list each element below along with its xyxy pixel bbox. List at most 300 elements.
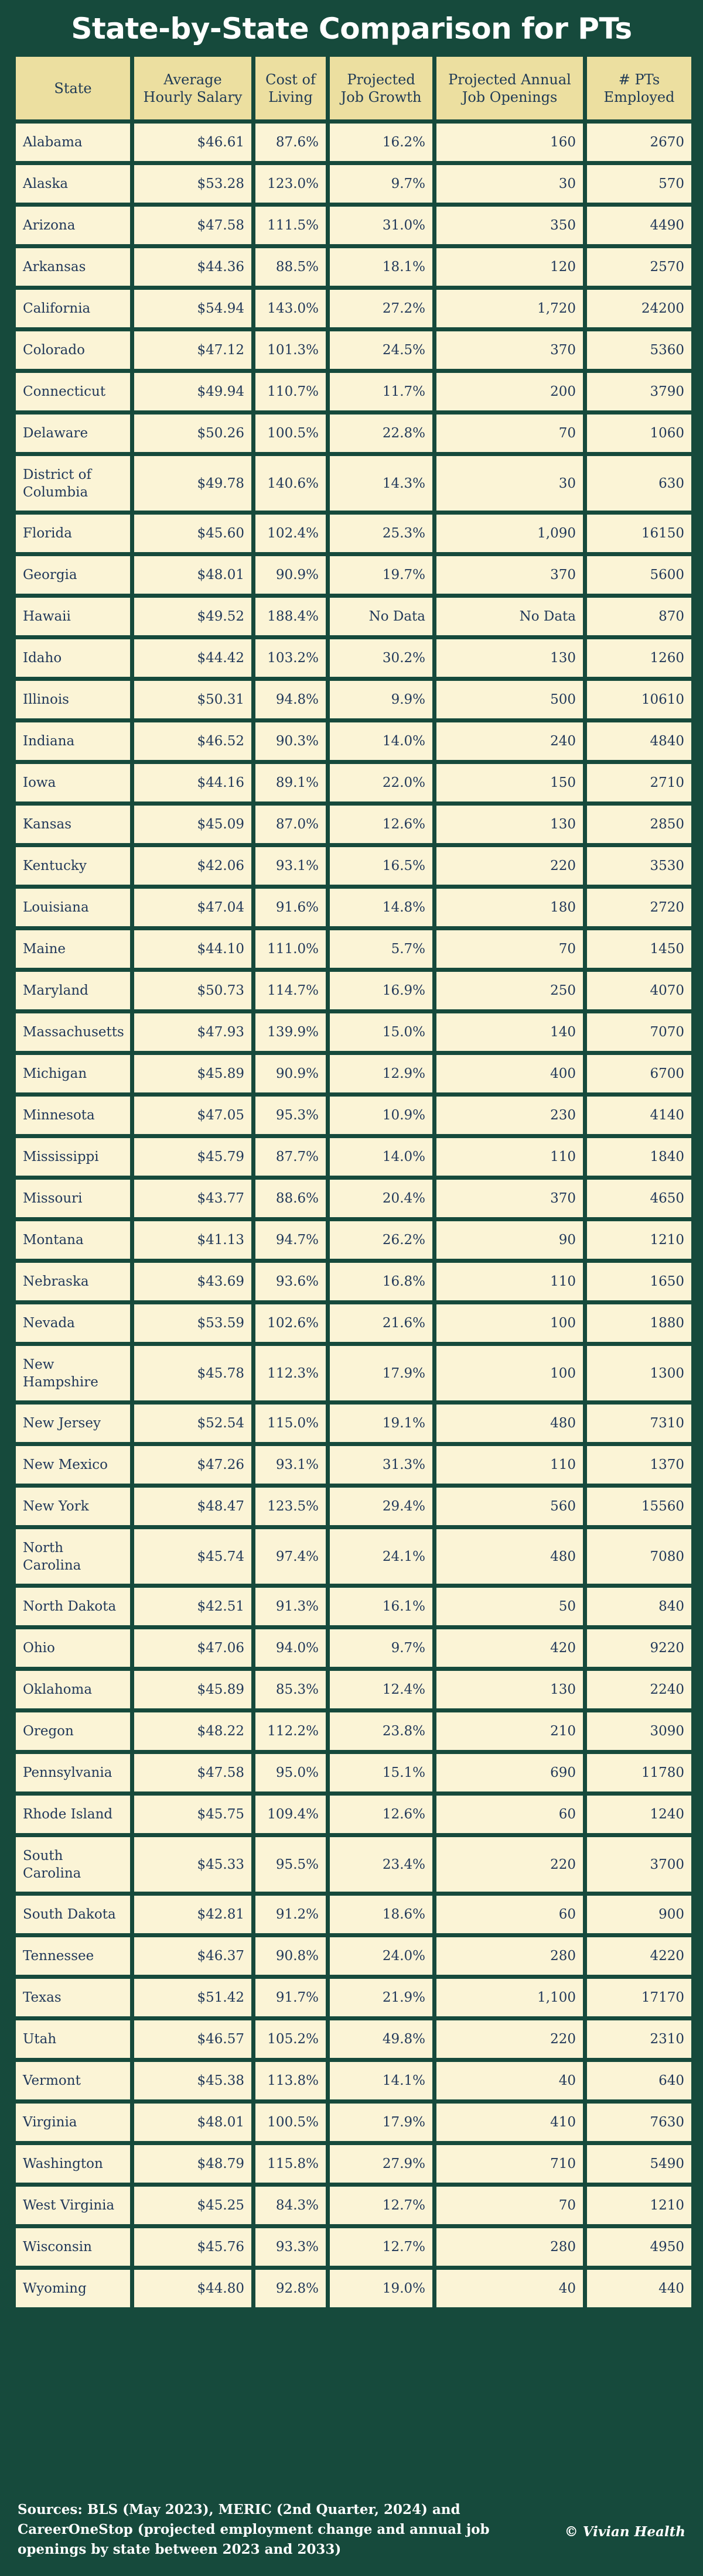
state-cell: Tennessee bbox=[16, 1937, 130, 1975]
job-growth-cell: 12.7% bbox=[330, 2187, 432, 2224]
job-growth-cell: 17.9% bbox=[330, 2104, 432, 2141]
pts-employed-cell: 2670 bbox=[587, 124, 691, 161]
pts-employed-cell: 16150 bbox=[587, 515, 691, 552]
state-cell: Alaska bbox=[16, 165, 130, 203]
job-growth-cell: 14.0% bbox=[330, 1138, 432, 1176]
state-cell: North Dakota bbox=[16, 1588, 130, 1625]
pts-employed-cell: 3700 bbox=[587, 1837, 691, 1892]
cost-of-living-cell: 114.7% bbox=[255, 972, 326, 1009]
cost-of-living-cell: 101.3% bbox=[255, 331, 326, 369]
table-row bbox=[16, 1629, 691, 1667]
pts-employed-cell: 6700 bbox=[587, 1055, 691, 1092]
state-cell: Rhode Island bbox=[16, 1796, 130, 1833]
hourly-salary-cell: $45.25 bbox=[134, 2187, 251, 2224]
cost-of-living-cell: 94.0% bbox=[255, 1629, 326, 1667]
job-growth-cell: 15.0% bbox=[330, 1013, 432, 1051]
table-row bbox=[16, 456, 691, 511]
table-row bbox=[16, 1796, 691, 1833]
hourly-salary-cell: $53.28 bbox=[134, 165, 251, 203]
job-openings-cell: 90 bbox=[436, 1221, 583, 1259]
job-openings-cell: 250 bbox=[436, 972, 583, 1009]
table-row bbox=[16, 889, 691, 926]
hourly-salary-cell: $45.38 bbox=[134, 2062, 251, 2099]
job-growth-cell: 17.9% bbox=[330, 1346, 432, 1400]
pts-employed-cell: 10610 bbox=[587, 681, 691, 718]
state-cell: Virginia bbox=[16, 2104, 130, 2141]
header-hourly-salary: Average Hourly Salary bbox=[134, 57, 251, 119]
cost-of-living-cell: 91.2% bbox=[255, 1896, 326, 1933]
cost-of-living-cell: 111.5% bbox=[255, 207, 326, 244]
table-row bbox=[16, 2104, 691, 2141]
hourly-salary-cell: $47.05 bbox=[134, 1097, 251, 1134]
pts-employed-cell: 17170 bbox=[587, 1979, 691, 2016]
pts-employed-cell: 440 bbox=[587, 2270, 691, 2307]
pts-employed-cell: 2240 bbox=[587, 1671, 691, 1708]
job-openings-cell: 70 bbox=[436, 2187, 583, 2224]
cost-of-living-cell: 103.2% bbox=[255, 639, 326, 677]
hourly-salary-cell: $53.59 bbox=[134, 1304, 251, 1342]
job-growth-cell: 12.7% bbox=[330, 2228, 432, 2266]
table-row bbox=[16, 1304, 691, 1342]
state-cell: Michigan bbox=[16, 1055, 130, 1092]
state-cell: Arkansas bbox=[16, 248, 130, 286]
hourly-salary-cell: $50.26 bbox=[134, 415, 251, 452]
pts-employed-cell: 2710 bbox=[587, 764, 691, 801]
state-cell: Idaho bbox=[16, 639, 130, 677]
hourly-salary-cell: $45.74 bbox=[134, 1529, 251, 1584]
table-row bbox=[16, 1055, 691, 1092]
job-openings-cell: 60 bbox=[436, 1896, 583, 1933]
state-cell: Washington bbox=[16, 2145, 130, 2183]
job-openings-cell: 410 bbox=[436, 2104, 583, 2141]
cost-of-living-cell: 87.7% bbox=[255, 1138, 326, 1176]
header-pts-employed: # PTs Employed bbox=[587, 57, 691, 119]
cost-of-living-cell: 90.9% bbox=[255, 1055, 326, 1092]
cost-of-living-cell: 90.3% bbox=[255, 722, 326, 760]
job-openings-cell: 1,720 bbox=[436, 290, 583, 327]
cost-of-living-cell: 102.4% bbox=[255, 515, 326, 552]
cost-of-living-cell: 93.1% bbox=[255, 1446, 326, 1484]
cost-of-living-cell: 91.7% bbox=[255, 1979, 326, 2016]
pts-employed-cell: 1300 bbox=[587, 1346, 691, 1400]
job-openings-cell: 200 bbox=[436, 373, 583, 410]
state-cell: Connecticut bbox=[16, 373, 130, 410]
cost-of-living-cell: 112.3% bbox=[255, 1346, 326, 1400]
state-cell: Ohio bbox=[16, 1629, 130, 1667]
state-cell: Oregon bbox=[16, 1712, 130, 1750]
job-openings-cell: 50 bbox=[436, 1588, 583, 1625]
table-row bbox=[16, 2270, 691, 2307]
job-growth-cell: 24.5% bbox=[330, 331, 432, 369]
state-cell: Mississippi bbox=[16, 1138, 130, 1176]
hourly-salary-cell: $45.75 bbox=[134, 1796, 251, 1833]
table-body bbox=[16, 124, 691, 2307]
job-growth-cell: 16.2% bbox=[330, 124, 432, 161]
job-openings-cell: 1,090 bbox=[436, 515, 583, 552]
cost-of-living-cell: 91.6% bbox=[255, 889, 326, 926]
job-openings-cell: 400 bbox=[436, 1055, 583, 1092]
cost-of-living-cell: 94.8% bbox=[255, 681, 326, 718]
job-growth-cell: 18.1% bbox=[330, 248, 432, 286]
state-cell: Louisiana bbox=[16, 889, 130, 926]
hourly-salary-cell: $49.94 bbox=[134, 373, 251, 410]
job-openings-cell: 70 bbox=[436, 415, 583, 452]
job-openings-cell: 280 bbox=[436, 1937, 583, 1975]
job-openings-cell: 70 bbox=[436, 930, 583, 968]
hourly-salary-cell: $49.52 bbox=[134, 598, 251, 635]
pts-employed-cell: 840 bbox=[587, 1588, 691, 1625]
cost-of-living-cell: 95.5% bbox=[255, 1837, 326, 1892]
job-growth-cell: 5.7% bbox=[330, 930, 432, 968]
copyright-credit: © Vivian Health bbox=[564, 2524, 685, 2540]
hourly-salary-cell: $44.36 bbox=[134, 248, 251, 286]
job-openings-cell: 40 bbox=[436, 2062, 583, 2099]
table-row bbox=[16, 1180, 691, 1217]
job-openings-cell: 1,100 bbox=[436, 1979, 583, 2016]
job-openings-cell: 180 bbox=[436, 889, 583, 926]
pts-employed-cell: 1450 bbox=[587, 930, 691, 968]
job-growth-cell: 22.0% bbox=[330, 764, 432, 801]
table-row bbox=[16, 764, 691, 801]
hourly-salary-cell: $46.37 bbox=[134, 1937, 251, 1975]
job-growth-cell: 14.8% bbox=[330, 889, 432, 926]
state-cell: New Hampshire bbox=[16, 1346, 130, 1400]
pts-employed-cell: 3530 bbox=[587, 847, 691, 885]
job-openings-cell: 500 bbox=[436, 681, 583, 718]
table-row bbox=[16, 1097, 691, 1134]
hourly-salary-cell: $49.78 bbox=[134, 456, 251, 511]
cost-of-living-cell: 88.6% bbox=[255, 1180, 326, 1217]
job-openings-cell: 350 bbox=[436, 207, 583, 244]
table-row bbox=[16, 1221, 691, 1259]
sources-note: Sources: BLS (May 2023), MERIC (2nd Quarter, 2024) and CareerOneStop (projected employment change and annual job openings by state between 2023 and 2033) bbox=[18, 2502, 490, 2557]
table-row bbox=[16, 124, 691, 161]
job-growth-cell: 49.8% bbox=[330, 2020, 432, 2058]
pts-employed-cell: 24200 bbox=[587, 290, 691, 327]
pts-employed-cell: 2570 bbox=[587, 248, 691, 286]
cost-of-living-cell: 123.0% bbox=[255, 165, 326, 203]
table-row bbox=[16, 373, 691, 410]
cost-of-living-cell: 87.6% bbox=[255, 124, 326, 161]
job-growth-cell: 12.6% bbox=[330, 1796, 432, 1833]
hourly-salary-cell: $41.13 bbox=[134, 1221, 251, 1259]
pts-employed-cell: 1260 bbox=[587, 639, 691, 677]
state-cell: Georgia bbox=[16, 556, 130, 594]
cost-of-living-cell: 89.1% bbox=[255, 764, 326, 801]
state-cell: Utah bbox=[16, 2020, 130, 2058]
hourly-salary-cell: $52.54 bbox=[134, 1405, 251, 1442]
table-row bbox=[16, 2187, 691, 2224]
table-row bbox=[16, 2228, 691, 2266]
job-openings-cell: 130 bbox=[436, 806, 583, 843]
comparison-table bbox=[12, 53, 695, 2311]
state-cell: Wisconsin bbox=[16, 2228, 130, 2266]
table-row bbox=[16, 556, 691, 594]
pts-employed-cell: 15560 bbox=[587, 1488, 691, 1525]
hourly-salary-cell: $47.06 bbox=[134, 1629, 251, 1667]
job-growth-cell: No Data bbox=[330, 598, 432, 635]
state-cell: Maryland bbox=[16, 972, 130, 1009]
job-growth-cell: 25.3% bbox=[330, 515, 432, 552]
job-growth-cell: 14.0% bbox=[330, 722, 432, 760]
state-cell: Florida bbox=[16, 515, 130, 552]
job-openings-cell: 30 bbox=[436, 165, 583, 203]
hourly-salary-cell: $43.69 bbox=[134, 1263, 251, 1300]
pts-employed-cell: 2720 bbox=[587, 889, 691, 926]
pts-employed-cell: 1210 bbox=[587, 2187, 691, 2224]
table-row bbox=[16, 2062, 691, 2099]
cost-of-living-cell: 93.3% bbox=[255, 2228, 326, 2266]
cost-of-living-cell: 93.1% bbox=[255, 847, 326, 885]
pts-employed-cell: 1060 bbox=[587, 415, 691, 452]
job-openings-cell: 370 bbox=[436, 1180, 583, 1217]
hourly-salary-cell: $45.09 bbox=[134, 806, 251, 843]
pts-employed-cell: 900 bbox=[587, 1896, 691, 1933]
cost-of-living-cell: 100.5% bbox=[255, 415, 326, 452]
pts-employed-cell: 1370 bbox=[587, 1446, 691, 1484]
cost-of-living-cell: 109.4% bbox=[255, 1796, 326, 1833]
pts-employed-cell: 1240 bbox=[587, 1796, 691, 1833]
hourly-salary-cell: $45.33 bbox=[134, 1837, 251, 1892]
state-cell: West Virginia bbox=[16, 2187, 130, 2224]
table-row bbox=[16, 248, 691, 286]
hourly-salary-cell: $45.89 bbox=[134, 1055, 251, 1092]
hourly-salary-cell: $45.76 bbox=[134, 2228, 251, 2266]
footer bbox=[18, 2500, 685, 2564]
state-cell: Alabama bbox=[16, 124, 130, 161]
job-openings-cell: 210 bbox=[436, 1712, 583, 1750]
hourly-salary-cell: $46.57 bbox=[134, 2020, 251, 2058]
job-openings-cell: 130 bbox=[436, 1671, 583, 1708]
pts-employed-cell: 630 bbox=[587, 456, 691, 511]
hourly-salary-cell: $48.01 bbox=[134, 2104, 251, 2141]
table-row bbox=[16, 1754, 691, 1791]
state-cell: Delaware bbox=[16, 415, 130, 452]
state-cell: Nebraska bbox=[16, 1263, 130, 1300]
job-growth-cell: 20.4% bbox=[330, 1180, 432, 1217]
hourly-salary-cell: $54.94 bbox=[134, 290, 251, 327]
cost-of-living-cell: 92.8% bbox=[255, 2270, 326, 2307]
state-cell: Texas bbox=[16, 1979, 130, 2016]
cost-of-living-cell: 105.2% bbox=[255, 2020, 326, 2058]
job-openings-cell: 710 bbox=[436, 2145, 583, 2183]
table-row bbox=[16, 1937, 691, 1975]
job-growth-cell: 21.9% bbox=[330, 1979, 432, 2016]
job-openings-cell: No Data bbox=[436, 598, 583, 635]
pts-employed-cell: 640 bbox=[587, 2062, 691, 2099]
job-openings-cell: 220 bbox=[436, 847, 583, 885]
job-openings-cell: 150 bbox=[436, 764, 583, 801]
job-growth-cell: 12.6% bbox=[330, 806, 432, 843]
job-openings-cell: 420 bbox=[436, 1629, 583, 1667]
table-row bbox=[16, 1712, 691, 1750]
table-row bbox=[16, 972, 691, 1009]
hourly-salary-cell: $48.22 bbox=[134, 1712, 251, 1750]
pts-employed-cell: 11780 bbox=[587, 1754, 691, 1791]
pts-employed-cell: 5490 bbox=[587, 2145, 691, 2183]
job-growth-cell: 11.7% bbox=[330, 373, 432, 410]
cost-of-living-cell: 140.6% bbox=[255, 456, 326, 511]
job-growth-cell: 9.7% bbox=[330, 1629, 432, 1667]
cost-of-living-cell: 123.5% bbox=[255, 1488, 326, 1525]
hourly-salary-cell: $45.60 bbox=[134, 515, 251, 552]
table-row bbox=[16, 722, 691, 760]
job-growth-cell: 16.9% bbox=[330, 972, 432, 1009]
job-growth-cell: 27.2% bbox=[330, 290, 432, 327]
job-openings-cell: 370 bbox=[436, 556, 583, 594]
cost-of-living-cell: 188.4% bbox=[255, 598, 326, 635]
pts-employed-cell: 4140 bbox=[587, 1097, 691, 1134]
cost-of-living-cell: 95.0% bbox=[255, 1754, 326, 1791]
hourly-salary-cell: $42.51 bbox=[134, 1588, 251, 1625]
table-row bbox=[16, 681, 691, 718]
pts-employed-cell: 5600 bbox=[587, 556, 691, 594]
pts-employed-cell: 2310 bbox=[587, 2020, 691, 2058]
hourly-salary-cell: $47.26 bbox=[134, 1446, 251, 1484]
header-cost-of-living: Cost of Living bbox=[255, 57, 326, 119]
pts-employed-cell: 7080 bbox=[587, 1529, 691, 1584]
state-cell: New Mexico bbox=[16, 1446, 130, 1484]
pts-employed-cell: 570 bbox=[587, 165, 691, 203]
table-row bbox=[16, 2145, 691, 2183]
state-cell: New Jersey bbox=[16, 1405, 130, 1442]
table-row bbox=[16, 1263, 691, 1300]
state-cell: Wyoming bbox=[16, 2270, 130, 2307]
header-job-openings: Projected Annual Job Openings bbox=[436, 57, 583, 119]
state-cell: Maine bbox=[16, 930, 130, 968]
job-openings-cell: 120 bbox=[436, 248, 583, 286]
state-cell: Iowa bbox=[16, 764, 130, 801]
hourly-salary-cell: $44.80 bbox=[134, 2270, 251, 2307]
job-openings-cell: 220 bbox=[436, 1837, 583, 1892]
job-growth-cell: 24.0% bbox=[330, 1937, 432, 1975]
cost-of-living-cell: 113.8% bbox=[255, 2062, 326, 2099]
cost-of-living-cell: 111.0% bbox=[255, 930, 326, 968]
pts-employed-cell: 1840 bbox=[587, 1138, 691, 1176]
job-growth-cell: 18.6% bbox=[330, 1896, 432, 1933]
state-cell: Minnesota bbox=[16, 1097, 130, 1134]
hourly-salary-cell: $47.12 bbox=[134, 331, 251, 369]
hourly-salary-cell: $48.79 bbox=[134, 2145, 251, 2183]
state-cell: North Carolina bbox=[16, 1529, 130, 1584]
cost-of-living-cell: 94.7% bbox=[255, 1221, 326, 1259]
table-row bbox=[16, 1896, 691, 1933]
job-growth-cell: 19.1% bbox=[330, 1405, 432, 1442]
cost-of-living-cell: 115.0% bbox=[255, 1405, 326, 1442]
table-row bbox=[16, 165, 691, 203]
table-row bbox=[16, 331, 691, 369]
pts-employed-cell: 3090 bbox=[587, 1712, 691, 1750]
table-row bbox=[16, 1138, 691, 1176]
job-growth-cell: 14.3% bbox=[330, 456, 432, 511]
hourly-salary-cell: $45.89 bbox=[134, 1671, 251, 1708]
pts-employed-cell: 4840 bbox=[587, 722, 691, 760]
table-row bbox=[16, 415, 691, 452]
job-growth-cell: 19.7% bbox=[330, 556, 432, 594]
job-growth-cell: 12.4% bbox=[330, 1671, 432, 1708]
cost-of-living-cell: 88.5% bbox=[255, 248, 326, 286]
job-growth-cell: 22.8% bbox=[330, 415, 432, 452]
pts-employed-cell: 1210 bbox=[587, 1221, 691, 1259]
cost-of-living-cell: 87.0% bbox=[255, 806, 326, 843]
job-openings-cell: 60 bbox=[436, 1796, 583, 1833]
table-row bbox=[16, 639, 691, 677]
job-openings-cell: 110 bbox=[436, 1263, 583, 1300]
table-row bbox=[16, 1837, 691, 1892]
header-job-growth: Projected Job Growth bbox=[330, 57, 432, 119]
table-row bbox=[16, 1979, 691, 2016]
cost-of-living-cell: 143.0% bbox=[255, 290, 326, 327]
job-growth-cell: 10.9% bbox=[330, 1097, 432, 1134]
job-growth-cell: 27.9% bbox=[330, 2145, 432, 2183]
table-row bbox=[16, 1529, 691, 1584]
job-growth-cell: 14.1% bbox=[330, 2062, 432, 2099]
pts-employed-cell: 4070 bbox=[587, 972, 691, 1009]
table-row bbox=[16, 930, 691, 968]
job-openings-cell: 130 bbox=[436, 639, 583, 677]
cost-of-living-cell: 102.6% bbox=[255, 1304, 326, 1342]
cost-of-living-cell: 90.8% bbox=[255, 1937, 326, 1975]
pts-employed-cell: 870 bbox=[587, 598, 691, 635]
hourly-salary-cell: $46.52 bbox=[134, 722, 251, 760]
cost-of-living-cell: 112.2% bbox=[255, 1712, 326, 1750]
state-cell: Massachusetts bbox=[16, 1013, 130, 1051]
state-cell: Kentucky bbox=[16, 847, 130, 885]
hourly-salary-cell: $44.10 bbox=[134, 930, 251, 968]
cost-of-living-cell: 97.4% bbox=[255, 1529, 326, 1584]
job-openings-cell: 280 bbox=[436, 2228, 583, 2266]
hourly-salary-cell: $48.01 bbox=[134, 556, 251, 594]
state-cell: Colorado bbox=[16, 331, 130, 369]
job-openings-cell: 560 bbox=[436, 1488, 583, 1525]
job-growth-cell: 9.7% bbox=[330, 165, 432, 203]
state-cell: Indiana bbox=[16, 722, 130, 760]
state-cell: District of Columbia bbox=[16, 456, 130, 511]
table-row bbox=[16, 1671, 691, 1708]
cost-of-living-cell: 139.9% bbox=[255, 1013, 326, 1051]
table-row bbox=[16, 1446, 691, 1484]
state-cell: South Dakota bbox=[16, 1896, 130, 1933]
cost-of-living-cell: 100.5% bbox=[255, 2104, 326, 2141]
table-row bbox=[16, 1405, 691, 1442]
page-title: State-by-State Comparison for PTs bbox=[71, 12, 632, 46]
state-cell: Montana bbox=[16, 1221, 130, 1259]
hourly-salary-cell: $48.47 bbox=[134, 1488, 251, 1525]
job-growth-cell: 23.4% bbox=[330, 1837, 432, 1892]
pts-employed-cell: 2850 bbox=[587, 806, 691, 843]
job-growth-cell: 29.4% bbox=[330, 1488, 432, 1525]
table-row bbox=[16, 598, 691, 635]
hourly-salary-cell: $51.42 bbox=[134, 1979, 251, 2016]
hourly-salary-cell: $46.61 bbox=[134, 124, 251, 161]
table-row bbox=[16, 1488, 691, 1525]
pts-employed-cell: 9220 bbox=[587, 1629, 691, 1667]
cost-of-living-cell: 91.3% bbox=[255, 1588, 326, 1625]
table-row bbox=[16, 515, 691, 552]
header-row bbox=[16, 57, 691, 119]
job-growth-cell: 21.6% bbox=[330, 1304, 432, 1342]
table-row bbox=[16, 806, 691, 843]
job-growth-cell: 26.2% bbox=[330, 1221, 432, 1259]
job-openings-cell: 690 bbox=[436, 1754, 583, 1791]
table-row bbox=[16, 207, 691, 244]
pts-employed-cell: 7070 bbox=[587, 1013, 691, 1051]
job-openings-cell: 110 bbox=[436, 1138, 583, 1176]
state-cell: Kansas bbox=[16, 806, 130, 843]
hourly-salary-cell: $44.16 bbox=[134, 764, 251, 801]
job-openings-cell: 100 bbox=[436, 1346, 583, 1400]
job-growth-cell: 16.1% bbox=[330, 1588, 432, 1625]
